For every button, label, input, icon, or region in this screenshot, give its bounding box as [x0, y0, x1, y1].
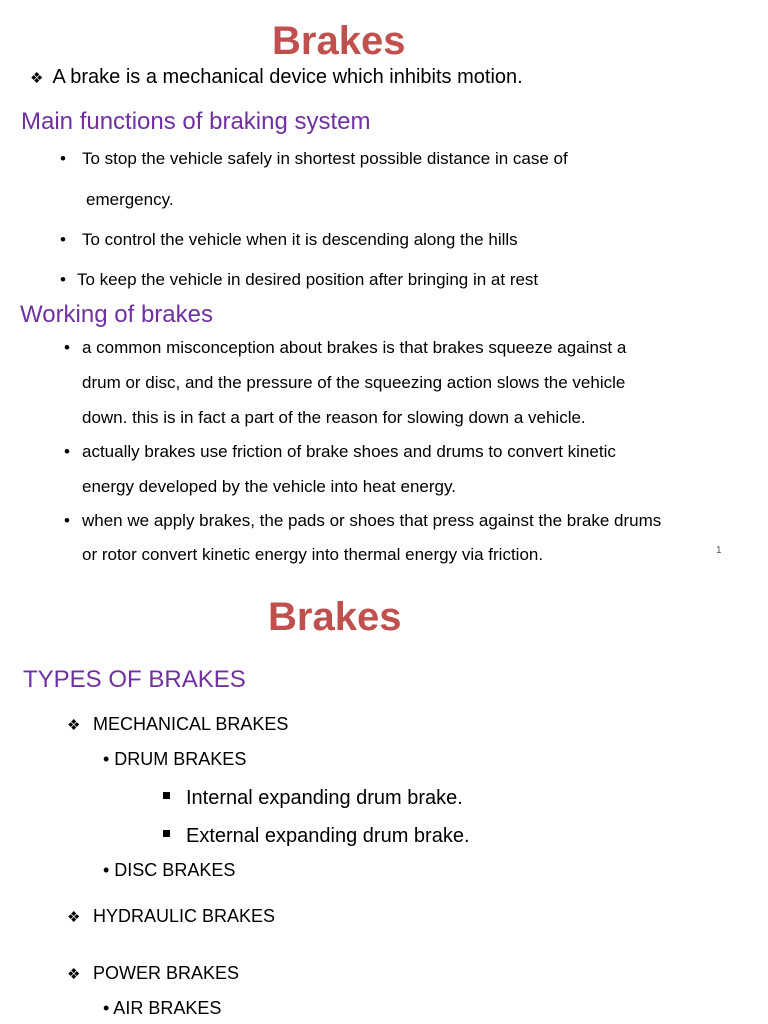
function-text: To keep the vehicle in desired position after bringing in at rest: [77, 270, 539, 289]
working-item: [64, 512, 661, 529]
slide1-title: Brakes: [272, 19, 406, 63]
function-text: To control the vehicle when it is descending along the hills: [82, 230, 518, 249]
definition-text: A brake is a mechanical device which inhibits motion.: [52, 66, 523, 88]
working-text-cont: down. this is in fact a part of the reason for slowing down a vehicle.: [82, 408, 586, 427]
working-item: [64, 339, 626, 356]
working-text: when we apply brakes, the pads or shoes that press against the brake drums: [82, 511, 662, 530]
air-item: • AIR BRAKES: [103, 998, 222, 1018]
hydraulic-text: HYDRAULIC BRAKES: [93, 906, 276, 926]
working-heading: Working of brakes: [20, 301, 213, 328]
bullet-icon: •: [60, 149, 66, 168]
slide2-title: Brakes: [268, 595, 402, 639]
external-item: [163, 826, 470, 846]
power-item: [67, 964, 239, 982]
mechanical-item: [67, 715, 288, 733]
function-item: [60, 271, 538, 288]
functions-heading: Main functions of braking system: [21, 108, 371, 135]
types-heading: TYPES OF BRAKES: [23, 666, 246, 693]
working-text-cont: drum or disc, and the pressure of the squeezing action slows the vehicle: [82, 373, 626, 392]
power-text: POWER BRAKES: [93, 963, 240, 983]
diamond-bullet-icon: ❖: [30, 70, 44, 87]
square-bullet-icon: [163, 792, 170, 799]
bullet-icon: •: [60, 230, 66, 249]
internal-item: [163, 788, 463, 808]
bullet-icon: •: [60, 270, 66, 289]
bullet-icon: •: [64, 338, 70, 357]
diamond-bullet-icon: ❖: [67, 966, 81, 983]
working-text-cont: or rotor convert kinetic energy into thermal energy via friction.: [82, 545, 544, 564]
internal-text: Internal expanding drum brake.: [186, 787, 463, 809]
function-text-cont: emergency.: [86, 190, 174, 209]
drum-item: • DRUM BRAKES: [103, 749, 247, 769]
hydraulic-item: [67, 907, 275, 925]
function-item: [60, 231, 518, 248]
definition-line: [30, 67, 523, 87]
working-text-cont: energy developed by the vehicle into heat energy.: [82, 477, 456, 496]
diamond-bullet-icon: ❖: [67, 909, 81, 926]
external-text: External expanding drum brake.: [186, 825, 470, 847]
bullet-icon: •: [64, 442, 70, 461]
disc-item: • DISC BRAKES: [103, 860, 236, 880]
bullet-icon: •: [64, 511, 70, 530]
working-text: a common misconception about brakes is that brakes squeeze against a: [82, 338, 627, 357]
mechanical-text: MECHANICAL BRAKES: [93, 714, 289, 734]
diamond-bullet-icon: ❖: [67, 717, 81, 734]
working-item: [64, 443, 616, 460]
page-number: 1: [716, 545, 722, 556]
working-text: actually brakes use friction of brake shoes and drums to convert kinetic: [82, 442, 616, 461]
function-item: [60, 150, 568, 167]
square-bullet-icon: [163, 830, 170, 837]
function-text: To stop the vehicle safely in shortest possible distance in case of: [82, 149, 568, 168]
